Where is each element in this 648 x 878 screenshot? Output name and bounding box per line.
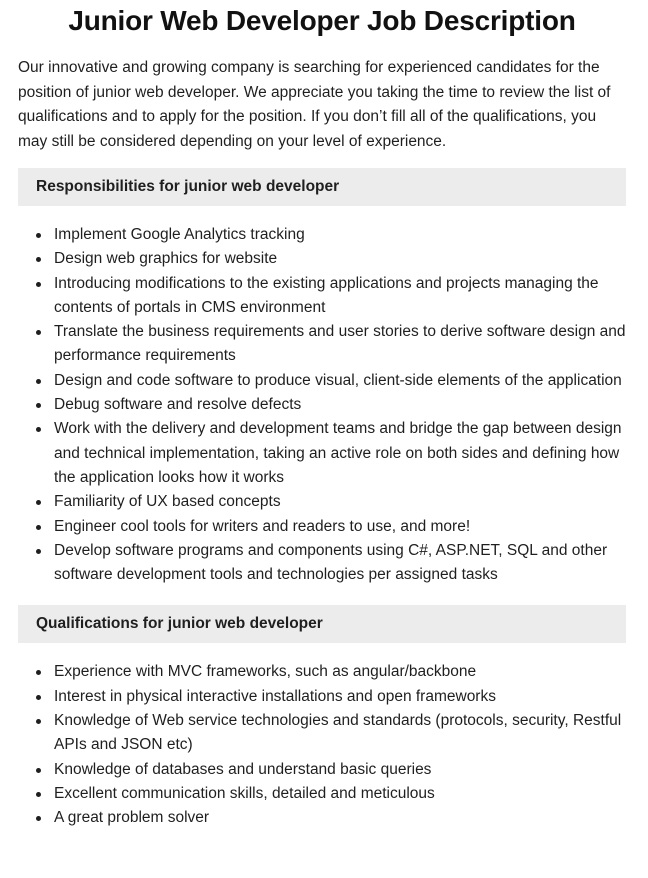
bullet-icon <box>36 792 41 797</box>
responsibility-text: Translate the business requirements and user stories to derive software design and performance requirements <box>54 323 626 365</box>
qualification-text: Experience with MVC frameworks, such as angular/backbone <box>54 663 477 681</box>
responsibility-item <box>18 515 626 539</box>
responsibility-item <box>18 320 626 369</box>
responsibilities-list <box>18 223 626 587</box>
qualification-text: Knowledge of databases and understand basic queries <box>54 760 432 778</box>
qualification-text: A great problem solver <box>54 809 210 827</box>
responsibility-text: Work with the delivery and development teams and bridge the gap between design and technical implementation, taking an active role on both sides and defining how the application looks how it works <box>54 420 622 486</box>
qualification-text: Knowledge of Web service technologies and standards (protocols, security, Restful APIs and JSON etc) <box>54 712 622 754</box>
responsibility-item <box>18 393 626 417</box>
qualifications-list <box>18 660 626 830</box>
responsibility-item <box>18 272 626 321</box>
qualifications-heading: Qualifications for junior web developer <box>18 605 626 643</box>
qualification-text: Excellent communication skills, detailed and meticulous <box>54 784 435 802</box>
responsibility-text: Debug software and resolve defects <box>54 396 302 414</box>
responsibility-text: Design web graphics for website <box>54 250 278 268</box>
bullet-icon <box>36 816 41 821</box>
qualification-item <box>18 758 626 782</box>
bullet-icon <box>36 549 41 554</box>
bullet-icon <box>36 695 41 700</box>
bullet-icon <box>36 282 41 287</box>
bullet-icon <box>36 427 41 432</box>
responsibilities-heading: Responsibilities for junior web developer <box>18 168 626 206</box>
bullet-icon <box>36 525 41 530</box>
bullet-icon <box>36 330 41 335</box>
responsibility-item <box>18 539 626 588</box>
responsibility-item <box>18 417 626 490</box>
responsibility-text: Implement Google Analytics tracking <box>54 226 305 243</box>
responsibility-item <box>18 490 626 514</box>
qualification-item <box>18 660 626 684</box>
page-title: Junior Web Developer Job Description <box>68 5 576 36</box>
bullet-icon <box>36 719 41 724</box>
responsibility-text: Design and code software to produce visual, client-side elements of the application <box>54 371 622 389</box>
qualification-item <box>18 709 626 758</box>
bullet-icon <box>36 379 41 384</box>
bullet-icon <box>36 670 41 675</box>
responsibility-text: Introducing modifications to the existing applications and projects managing the contents of portals in CMS environment <box>54 274 599 316</box>
responsibility-item <box>18 223 626 247</box>
responsibility-text: Familiarity of UX based concepts <box>54 493 281 511</box>
responsibility-text: Engineer cool tools for writers and readers to use, and more! <box>54 517 471 535</box>
qualification-text: Interest in physical interactive installations and open frameworks <box>54 687 496 705</box>
qualification-item <box>18 685 626 709</box>
bullet-icon <box>36 500 41 505</box>
bullet-icon <box>36 233 41 238</box>
responsibility-item <box>18 369 626 393</box>
responsibility-item <box>18 247 626 271</box>
intro-paragraph: Our innovative and growing company is searching for experienced candidates for the position of junior web developer. We appreciate you taking the time to review the list of qualifications and to apply for the position. If you don’t fill all of the qualifications, you may still be considered depending on your level of experience. <box>18 59 611 150</box>
responsibility-text: Develop software programs and components using C#, ASP.NET, SQL and other software development tools and technologies per assigned tasks <box>54 541 608 584</box>
bullet-icon <box>36 768 41 773</box>
qualification-item <box>18 782 626 806</box>
qualification-item <box>18 806 626 830</box>
bullet-icon <box>36 403 41 408</box>
bullet-icon <box>36 257 41 262</box>
